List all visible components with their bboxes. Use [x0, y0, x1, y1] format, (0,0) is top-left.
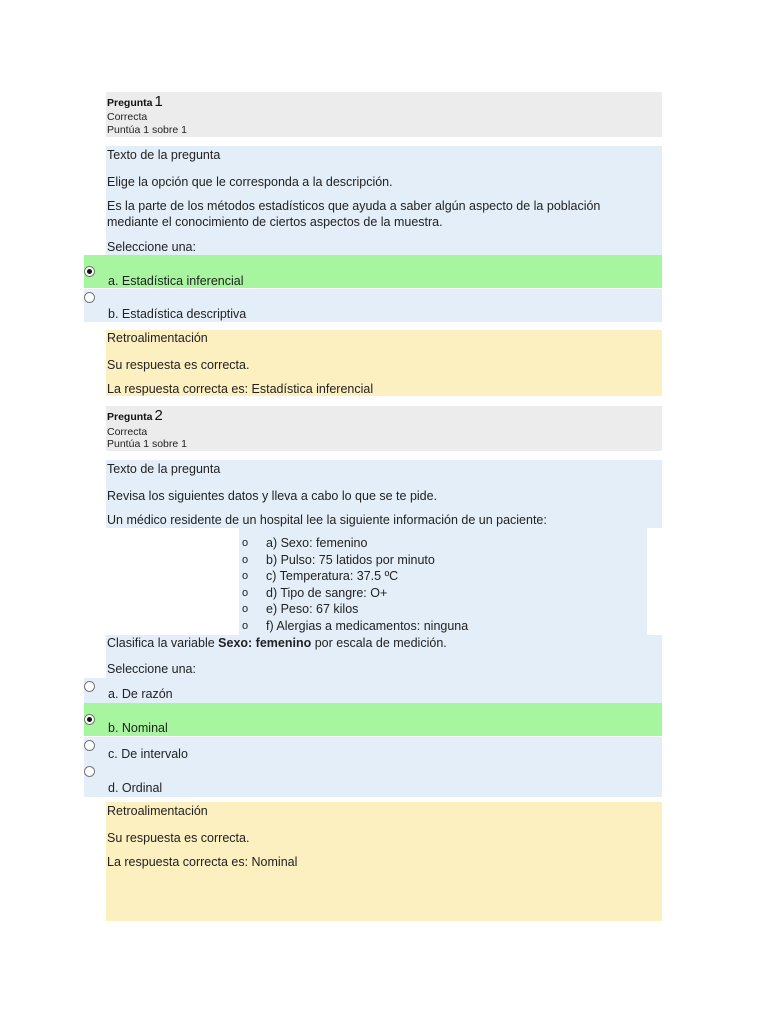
- question-2-option-d[interactable]: d. Ordinal: [108, 781, 163, 795]
- list-item: o a) Sexo: femenino: [242, 536, 368, 550]
- question-2-text-header: Texto de la pregunta: [107, 462, 221, 476]
- question-1-correct-answer: La respuesta correcta es: Estadística inferencial: [107, 382, 374, 396]
- bullet-icon: o: [242, 586, 249, 599]
- radio-selected-icon[interactable]: [84, 266, 95, 277]
- classify-variable: Sexo: femenino: [218, 636, 312, 650]
- question-2-classify: Clasifica la variable Sexo: femenino por escala de medición.: [107, 636, 447, 650]
- question-label: Pregunta: [107, 97, 153, 109]
- question-1-info: [106, 92, 662, 137]
- question-1-heading: [107, 93, 163, 110]
- bullet-icon: o: [242, 619, 249, 632]
- question-1-feedback-text: Su respuesta es correcta.: [107, 358, 250, 372]
- patient-facts-list: [242, 535, 642, 634]
- question-1-prompt: Seleccione una:: [107, 240, 196, 254]
- question-2-instruction: Revisa los siguientes datos y lleva a cabo lo que se te pide.: [107, 489, 438, 503]
- question-number: 1: [154, 93, 163, 110]
- list-item: o f) Alergias a medicamentos: ninguna: [242, 618, 469, 633]
- bullet-icon: o: [242, 570, 249, 582]
- radio-unselected-icon[interactable]: [84, 766, 95, 777]
- bullet-icon: o: [242, 553, 249, 566]
- question-label: Pregunta: [107, 411, 153, 423]
- bullet-icon: o: [242, 603, 249, 615]
- question-2-option-d-row[interactable]: [84, 764, 662, 797]
- bullet-icon: o: [242, 537, 249, 549]
- question-1-option-b[interactable]: b. Estadística descriptiva: [108, 307, 247, 321]
- question-1-text-header: Texto de la pregunta: [107, 148, 221, 162]
- question-2-option-b[interactable]: b. Nominal: [108, 721, 168, 735]
- question-2-option-c[interactable]: c. De intervalo: [108, 747, 188, 761]
- question-2-option-b-row[interactable]: [84, 703, 662, 736]
- radio-unselected-icon[interactable]: [84, 681, 95, 692]
- question-2-info: [106, 406, 662, 451]
- question-number: 2: [154, 407, 163, 424]
- question-1-feedback-header: Retroalimentación: [107, 331, 208, 345]
- question-2-score: Puntúa 1 sobre 1: [107, 438, 187, 450]
- question-2-heading: [107, 407, 163, 424]
- question-1-description: Es la parte de los métodos estadísticos que ayuda a saber algún aspecto de la población mediante el conocimiento de ciertos aspectos de la muestra.: [107, 199, 601, 229]
- list-item: o c) Temperatura: 37.5 ºC: [242, 569, 399, 583]
- question-2-intro: Un médico residente de un hospital lee la siguiente información de un paciente:: [107, 513, 547, 527]
- question-2-correct-answer: La respuesta correcta es: Nominal: [107, 855, 298, 869]
- question-2-option-a[interactable]: a. De razón: [108, 687, 173, 701]
- question-2-feedback-header: Retroalimentación: [107, 804, 208, 818]
- question-1-option-a[interactable]: a. Estadística inferencial: [108, 274, 244, 288]
- question-1-instruction: Elige la opción que le corresponda a la descripción.: [107, 175, 393, 189]
- list-item: o d) Tipo de sangre: O+: [242, 585, 388, 600]
- list-item: o e) Peso: 67 kilos: [242, 602, 359, 616]
- radio-unselected-icon[interactable]: [84, 740, 95, 751]
- question-2-prompt: Seleccione una:: [107, 662, 196, 676]
- question-1-status: Correcta: [107, 111, 148, 123]
- radio-selected-icon[interactable]: [84, 714, 95, 725]
- question-1-score: Puntúa 1 sobre 1: [107, 124, 187, 136]
- question-2-feedback-text: Su respuesta es correcta.: [107, 831, 250, 845]
- radio-unselected-icon[interactable]: [84, 292, 95, 303]
- list-item: o b) Pulso: 75 latidos por minuto: [242, 552, 435, 567]
- question-2-status: Correcta: [107, 426, 148, 438]
